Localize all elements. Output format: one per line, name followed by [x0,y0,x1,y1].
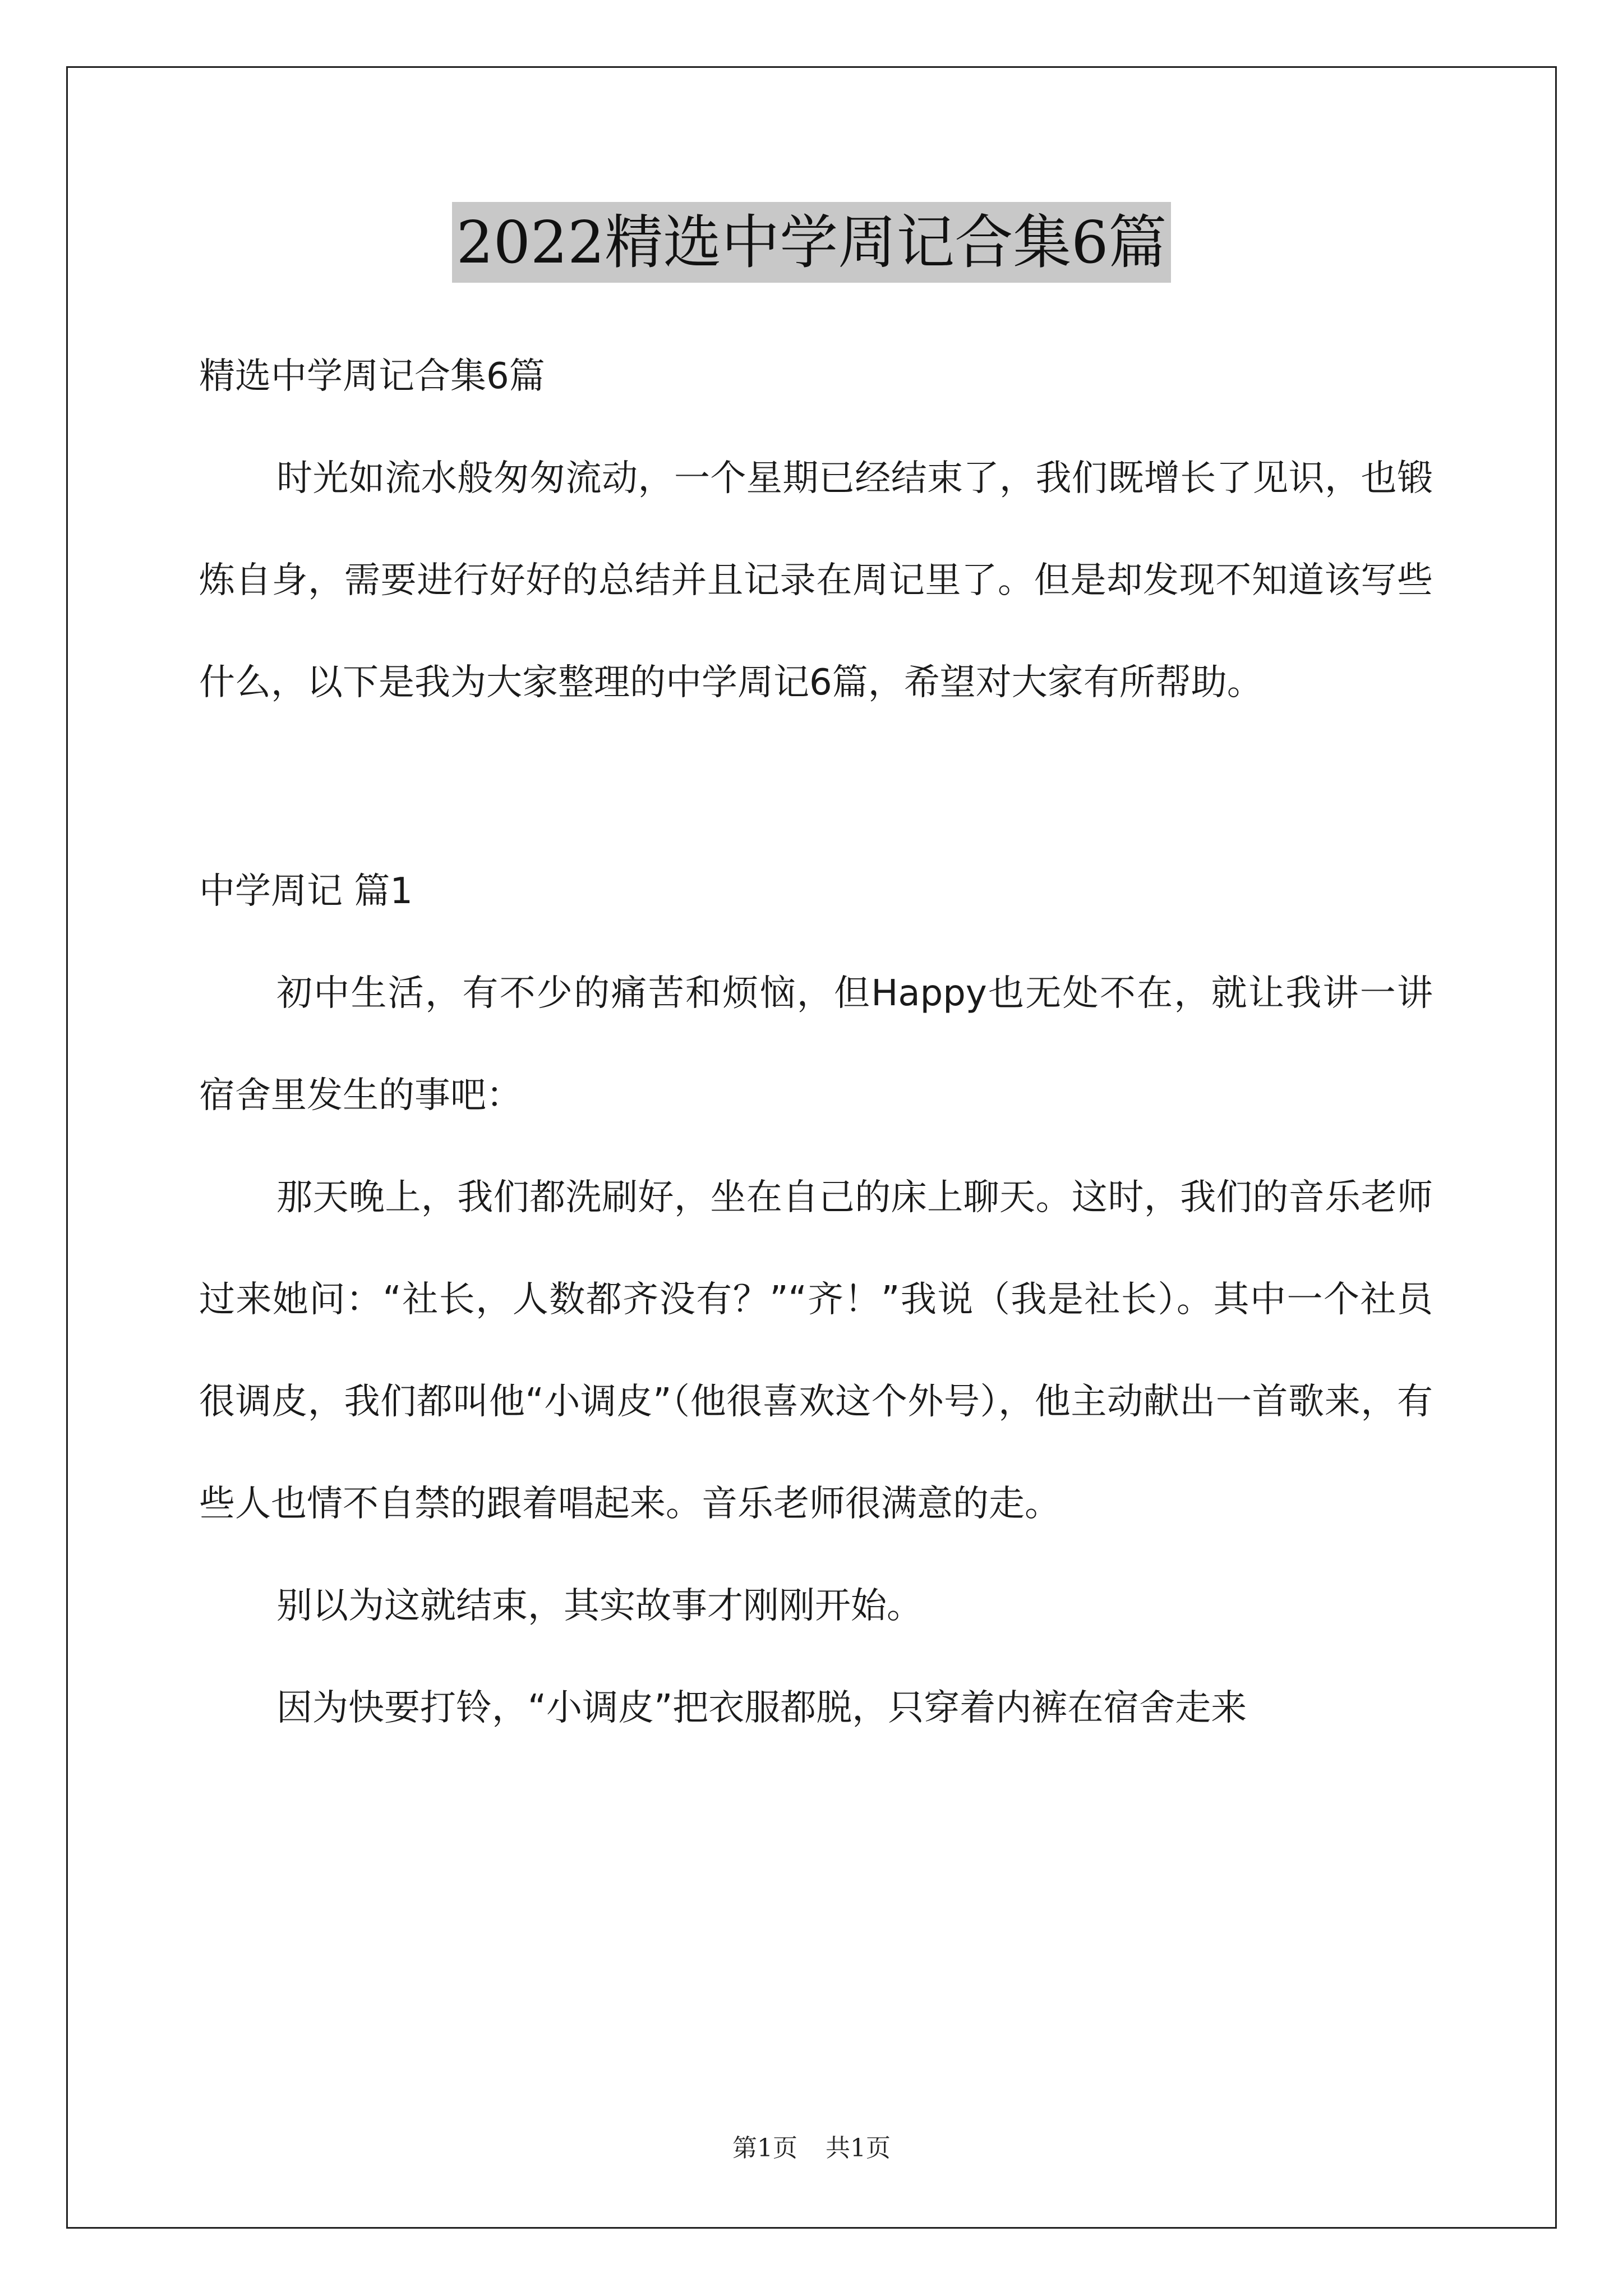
title-container [0,202,1623,283]
body-paragraph-2: 那天晚上，我们都洗刷好，坐在自己的床上聊天。这时，我们的音乐老师过来她问：“社长，人数都齐没有？”“齐！”我说（我是社长）。其中一个社员很调皮，我们都叫他“小调皮”（他很喜欢这个外号），他主动献出一首歌来，有些人也情不自禁的跟着唱起来。音乐老师很满意的走。 [199,1177,1433,1525]
body-paragraph-1: 初中生活，有不少的痛苦和烦恼，但Happy也无处不在，就让我讲一讲宿舍里发生的事吧： [199,973,1433,1116]
document-title: 2022精选中学周记合集6篇 [452,202,1172,283]
intro-paragraph: 时光如流水般匆匆流动，一个星期已经结束了，我们既增长了见识，也锻炼自身，需要进行好好的总结并且记录在周记里了。但是却发现不知道该写些什么，以下是我为大家整理的中学周记6篇，希望对大家有所帮助。 [199,458,1433,703]
document-body [199,325,1433,1759]
section-spacer [199,734,1433,840]
document-subtitle: 精选中学周记合集6篇 [199,356,545,397]
body-paragraph-3: 别以为这就结束，其实故事才刚刚开始。 [276,1585,923,1627]
page-number: 第1页 [732,2134,797,2162]
page-total: 共1页 [826,2134,891,2162]
section-heading: 中学周记 篇1 [199,871,413,912]
page-footer [0,2132,1623,2165]
body-paragraph-4: 因为快要打铃，“小调皮”把衣服都脱，只穿着内裤在宿舍走来 [276,1687,1247,1729]
